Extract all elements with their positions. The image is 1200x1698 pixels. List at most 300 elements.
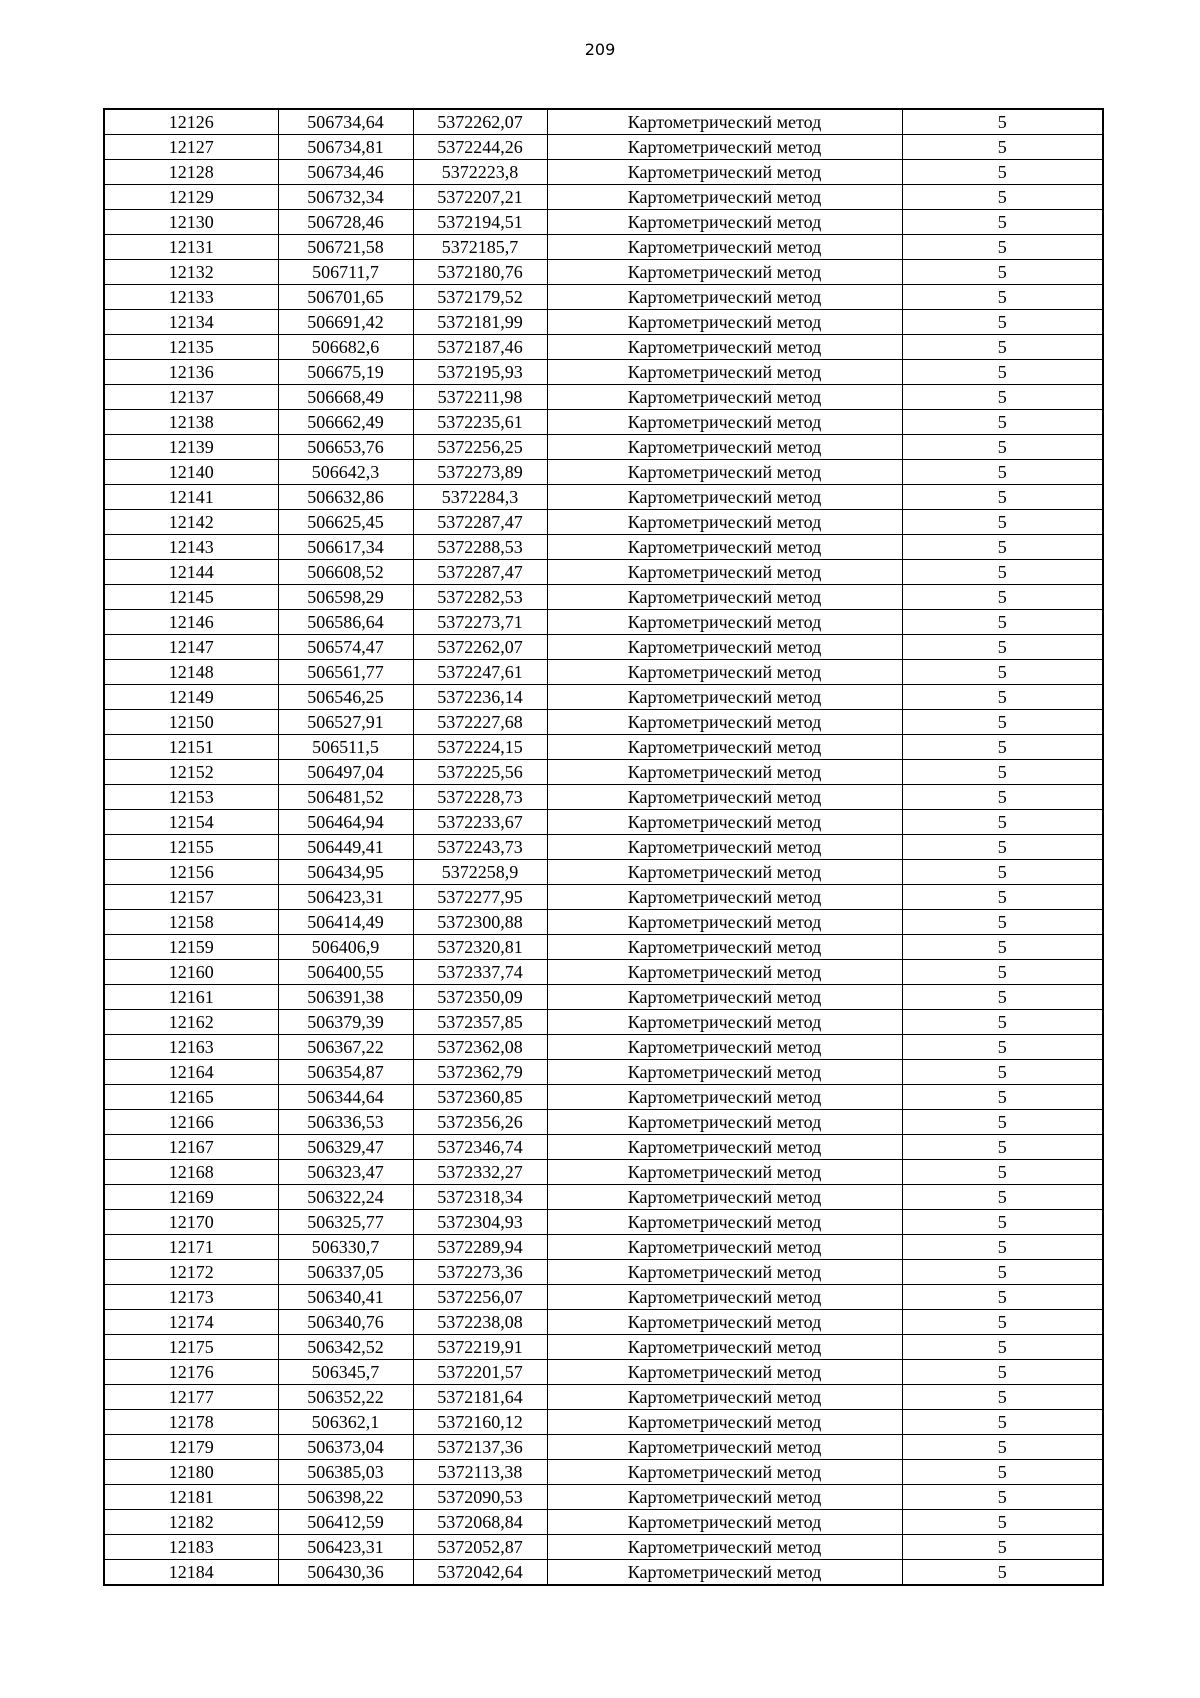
accuracy-cell: 5 (902, 935, 1103, 960)
point-number-cell: 12155 (104, 835, 278, 860)
x-coordinate-cell: 506527,91 (278, 710, 413, 735)
table-row (104, 1435, 1103, 1460)
table-row (104, 760, 1103, 785)
x-coordinate-cell: 506345,7 (278, 1360, 413, 1385)
y-coordinate-cell: 5372179,52 (413, 285, 547, 310)
x-coordinate-cell: 506625,45 (278, 510, 413, 535)
y-coordinate-cell: 5372181,99 (413, 310, 547, 335)
accuracy-cell: 5 (902, 210, 1103, 235)
point-number-cell: 12169 (104, 1185, 278, 1210)
method-cell: Картометрический метод (547, 885, 902, 910)
point-number-cell: 12154 (104, 810, 278, 835)
accuracy-cell: 5 (902, 1210, 1103, 1235)
table-row (104, 485, 1103, 510)
point-number-cell: 12162 (104, 1010, 278, 1035)
table-row (104, 1560, 1103, 1586)
method-cell: Картометрический метод (547, 360, 902, 385)
accuracy-cell: 5 (902, 1060, 1103, 1085)
method-cell: Картометрический метод (547, 1535, 902, 1560)
y-coordinate-cell: 5372207,21 (413, 185, 547, 210)
x-coordinate-cell: 506675,19 (278, 360, 413, 385)
accuracy-cell: 5 (902, 985, 1103, 1010)
table-row (104, 660, 1103, 685)
accuracy-cell: 5 (902, 1560, 1103, 1586)
y-coordinate-cell: 5372227,68 (413, 710, 547, 735)
table-row (104, 285, 1103, 310)
y-coordinate-cell: 5372233,67 (413, 810, 547, 835)
point-number-cell: 12175 (104, 1335, 278, 1360)
x-coordinate-cell: 506632,86 (278, 485, 413, 510)
x-coordinate-cell: 506732,34 (278, 185, 413, 210)
accuracy-cell: 5 (902, 635, 1103, 660)
accuracy-cell: 5 (902, 285, 1103, 310)
table-row (104, 1285, 1103, 1310)
x-coordinate-cell: 506481,52 (278, 785, 413, 810)
table-row (104, 535, 1103, 560)
table-row (104, 1460, 1103, 1485)
accuracy-cell: 5 (902, 360, 1103, 385)
y-coordinate-cell: 5372287,47 (413, 510, 547, 535)
accuracy-cell: 5 (902, 1360, 1103, 1385)
x-coordinate-cell: 506412,59 (278, 1510, 413, 1535)
point-number-cell: 12138 (104, 410, 278, 435)
accuracy-cell: 5 (902, 1185, 1103, 1210)
accuracy-cell: 5 (902, 760, 1103, 785)
point-number-cell: 12156 (104, 860, 278, 885)
y-coordinate-cell: 5372243,73 (413, 835, 547, 860)
point-number-cell: 12183 (104, 1535, 278, 1560)
table-row (104, 860, 1103, 885)
x-coordinate-cell: 506340,76 (278, 1310, 413, 1335)
y-coordinate-cell: 5372256,25 (413, 435, 547, 460)
table-row (104, 135, 1103, 160)
point-number-cell: 12132 (104, 260, 278, 285)
y-coordinate-cell: 5372284,3 (413, 485, 547, 510)
y-coordinate-cell: 5372273,71 (413, 610, 547, 635)
y-coordinate-cell: 5372181,64 (413, 1385, 547, 1410)
x-coordinate-cell: 506734,81 (278, 135, 413, 160)
y-coordinate-cell: 5372273,36 (413, 1260, 547, 1285)
method-cell: Картометрический метод (547, 109, 902, 135)
method-cell: Картометрический метод (547, 235, 902, 260)
method-cell: Картометрический метод (547, 210, 902, 235)
accuracy-cell: 5 (902, 910, 1103, 935)
accuracy-cell: 5 (902, 1310, 1103, 1335)
method-cell: Картометрический метод (547, 1035, 902, 1060)
x-coordinate-cell: 506423,31 (278, 1535, 413, 1560)
method-cell: Картометрический метод (547, 485, 902, 510)
x-coordinate-cell: 506398,22 (278, 1485, 413, 1510)
x-coordinate-cell: 506691,42 (278, 310, 413, 335)
x-coordinate-cell: 506330,7 (278, 1235, 413, 1260)
accuracy-cell: 5 (902, 535, 1103, 560)
x-coordinate-cell: 506354,87 (278, 1060, 413, 1085)
accuracy-cell: 5 (902, 435, 1103, 460)
x-coordinate-cell: 506464,94 (278, 810, 413, 835)
x-coordinate-cell: 506574,47 (278, 635, 413, 660)
x-coordinate-cell: 506598,29 (278, 585, 413, 610)
method-cell: Картометрический метод (547, 660, 902, 685)
y-coordinate-cell: 5372225,56 (413, 760, 547, 785)
x-coordinate-cell: 506653,76 (278, 435, 413, 460)
table-row (104, 510, 1103, 535)
accuracy-cell: 5 (902, 785, 1103, 810)
point-number-cell: 12181 (104, 1485, 278, 1510)
method-cell: Картометрический метод (547, 935, 902, 960)
method-cell: Картометрический метод (547, 1260, 902, 1285)
table-row (104, 560, 1103, 585)
y-coordinate-cell: 5372244,26 (413, 135, 547, 160)
point-number-cell: 12157 (104, 885, 278, 910)
accuracy-cell: 5 (902, 1510, 1103, 1535)
table-row (104, 1410, 1103, 1435)
point-number-cell: 12148 (104, 660, 278, 685)
x-coordinate-cell: 506423,31 (278, 885, 413, 910)
method-cell: Картометрический метод (547, 535, 902, 560)
method-cell: Картометрический метод (547, 185, 902, 210)
accuracy-cell: 5 (902, 310, 1103, 335)
point-number-cell: 12158 (104, 910, 278, 935)
table-row (104, 185, 1103, 210)
point-number-cell: 12160 (104, 960, 278, 985)
y-coordinate-cell: 5372052,87 (413, 1535, 547, 1560)
point-number-cell: 12184 (104, 1560, 278, 1586)
point-number-cell: 12179 (104, 1435, 278, 1460)
point-number-cell: 12171 (104, 1235, 278, 1260)
y-coordinate-cell: 5372113,38 (413, 1460, 547, 1485)
table-row (104, 1510, 1103, 1535)
method-cell: Картометрический метод (547, 835, 902, 860)
y-coordinate-cell: 5372258,9 (413, 860, 547, 885)
x-coordinate-cell: 506682,6 (278, 335, 413, 360)
point-number-cell: 12165 (104, 1085, 278, 1110)
accuracy-cell: 5 (902, 410, 1103, 435)
point-number-cell: 12166 (104, 1110, 278, 1135)
point-number-cell: 12127 (104, 135, 278, 160)
method-cell: Картометрический метод (547, 785, 902, 810)
table-row (104, 835, 1103, 860)
table-row (104, 1035, 1103, 1060)
y-coordinate-cell: 5372362,79 (413, 1060, 547, 1085)
method-cell: Картометрический метод (547, 1235, 902, 1260)
x-coordinate-cell: 506391,38 (278, 985, 413, 1010)
x-coordinate-cell: 506434,95 (278, 860, 413, 885)
point-number-cell: 12133 (104, 285, 278, 310)
point-number-cell: 12182 (104, 1510, 278, 1535)
table-row (104, 935, 1103, 960)
x-coordinate-cell: 506373,04 (278, 1435, 413, 1460)
table-row (104, 1060, 1103, 1085)
accuracy-cell: 5 (902, 735, 1103, 760)
accuracy-cell: 5 (902, 1460, 1103, 1485)
coordinates-table-body (104, 109, 1103, 1585)
table-row (104, 585, 1103, 610)
accuracy-cell: 5 (902, 1235, 1103, 1260)
point-number-cell: 12172 (104, 1260, 278, 1285)
method-cell: Картометрический метод (547, 135, 902, 160)
y-coordinate-cell: 5372318,34 (413, 1185, 547, 1210)
accuracy-cell: 5 (902, 585, 1103, 610)
method-cell: Картометрический метод (547, 1510, 902, 1535)
method-cell: Картометрический метод (547, 1060, 902, 1085)
accuracy-cell: 5 (902, 885, 1103, 910)
point-number-cell: 12131 (104, 235, 278, 260)
method-cell: Картометрический метод (547, 335, 902, 360)
x-coordinate-cell: 506721,58 (278, 235, 413, 260)
y-coordinate-cell: 5372346,74 (413, 1135, 547, 1160)
accuracy-cell: 5 (902, 560, 1103, 585)
table-row (104, 235, 1103, 260)
table-row (104, 710, 1103, 735)
x-coordinate-cell: 506642,3 (278, 460, 413, 485)
method-cell: Картометрический метод (547, 285, 902, 310)
y-coordinate-cell: 5372289,94 (413, 1235, 547, 1260)
table-row (104, 210, 1103, 235)
table-row (104, 1110, 1103, 1135)
point-number-cell: 12170 (104, 1210, 278, 1235)
x-coordinate-cell: 506352,22 (278, 1385, 413, 1410)
point-number-cell: 12153 (104, 785, 278, 810)
method-cell: Картометрический метод (547, 1560, 902, 1586)
accuracy-cell: 5 (902, 109, 1103, 135)
x-coordinate-cell: 506406,9 (278, 935, 413, 960)
y-coordinate-cell: 5372201,57 (413, 1360, 547, 1385)
method-cell: Картометрический метод (547, 585, 902, 610)
page-number: 209 (584, 40, 616, 59)
x-coordinate-cell: 506734,64 (278, 109, 413, 135)
y-coordinate-cell: 5372090,53 (413, 1485, 547, 1510)
table-row (104, 1485, 1103, 1510)
y-coordinate-cell: 5372137,36 (413, 1435, 547, 1460)
point-number-cell: 12144 (104, 560, 278, 585)
method-cell: Картометрический метод (547, 1460, 902, 1485)
method-cell: Картометрический метод (547, 410, 902, 435)
point-number-cell: 12163 (104, 1035, 278, 1060)
accuracy-cell: 5 (902, 1135, 1103, 1160)
table-row (104, 1210, 1103, 1235)
accuracy-cell: 5 (902, 460, 1103, 485)
method-cell: Картометрический метод (547, 860, 902, 885)
y-coordinate-cell: 5372194,51 (413, 210, 547, 235)
accuracy-cell: 5 (902, 185, 1103, 210)
y-coordinate-cell: 5372236,14 (413, 685, 547, 710)
point-number-cell: 12136 (104, 360, 278, 385)
accuracy-cell: 5 (902, 1335, 1103, 1360)
table-row (104, 1360, 1103, 1385)
method-cell: Картометрический метод (547, 385, 902, 410)
x-coordinate-cell: 506325,77 (278, 1210, 413, 1235)
y-coordinate-cell: 5372042,64 (413, 1560, 547, 1586)
method-cell: Картометрический метод (547, 1310, 902, 1335)
point-number-cell: 12159 (104, 935, 278, 960)
point-number-cell: 12176 (104, 1360, 278, 1385)
accuracy-cell: 5 (902, 1085, 1103, 1110)
point-number-cell: 12142 (104, 510, 278, 535)
y-coordinate-cell: 5372362,08 (413, 1035, 547, 1060)
accuracy-cell: 5 (902, 660, 1103, 685)
method-cell: Картометрический метод (547, 510, 902, 535)
accuracy-cell: 5 (902, 685, 1103, 710)
x-coordinate-cell: 506362,1 (278, 1410, 413, 1435)
x-coordinate-cell: 506323,47 (278, 1160, 413, 1185)
method-cell: Картометрический метод (547, 560, 902, 585)
y-coordinate-cell: 5372288,53 (413, 535, 547, 560)
accuracy-cell: 5 (902, 335, 1103, 360)
y-coordinate-cell: 5372223,8 (413, 160, 547, 185)
y-coordinate-cell: 5372180,76 (413, 260, 547, 285)
table-row (104, 435, 1103, 460)
x-coordinate-cell: 506414,49 (278, 910, 413, 935)
method-cell: Картометрический метод (547, 1335, 902, 1360)
accuracy-cell: 5 (902, 810, 1103, 835)
point-number-cell: 12145 (104, 585, 278, 610)
accuracy-cell: 5 (902, 1435, 1103, 1460)
table-row (104, 685, 1103, 710)
table-row (104, 335, 1103, 360)
x-coordinate-cell: 506385,03 (278, 1460, 413, 1485)
table-row (104, 310, 1103, 335)
y-coordinate-cell: 5372282,53 (413, 585, 547, 610)
x-coordinate-cell: 506668,49 (278, 385, 413, 410)
accuracy-cell: 5 (902, 385, 1103, 410)
method-cell: Картометрический метод (547, 810, 902, 835)
x-coordinate-cell: 506449,41 (278, 835, 413, 860)
point-number-cell: 12140 (104, 460, 278, 485)
method-cell: Картометрический метод (547, 260, 902, 285)
point-number-cell: 12146 (104, 610, 278, 635)
x-coordinate-cell: 506711,7 (278, 260, 413, 285)
accuracy-cell: 5 (902, 1035, 1103, 1060)
x-coordinate-cell: 506701,65 (278, 285, 413, 310)
table-row (104, 1335, 1103, 1360)
y-coordinate-cell: 5372187,46 (413, 335, 547, 360)
point-number-cell: 12137 (104, 385, 278, 410)
table-row (104, 1160, 1103, 1185)
y-coordinate-cell: 5372273,89 (413, 460, 547, 485)
x-coordinate-cell: 506400,55 (278, 960, 413, 985)
x-coordinate-cell: 506379,39 (278, 1010, 413, 1035)
method-cell: Картометрический метод (547, 310, 902, 335)
method-cell: Картометрический метод (547, 685, 902, 710)
y-coordinate-cell: 5372235,61 (413, 410, 547, 435)
point-number-cell: 12152 (104, 760, 278, 785)
accuracy-cell: 5 (902, 485, 1103, 510)
method-cell: Картометрический метод (547, 1435, 902, 1460)
accuracy-cell: 5 (902, 235, 1103, 260)
x-coordinate-cell: 506586,64 (278, 610, 413, 635)
point-number-cell: 12164 (104, 1060, 278, 1085)
y-coordinate-cell: 5372357,85 (413, 1010, 547, 1035)
method-cell: Картометрический метод (547, 760, 902, 785)
point-number-cell: 12168 (104, 1160, 278, 1185)
coordinates-table (103, 108, 1104, 1586)
y-coordinate-cell: 5372332,27 (413, 1160, 547, 1185)
y-coordinate-cell: 5372356,26 (413, 1110, 547, 1135)
point-number-cell: 12150 (104, 710, 278, 735)
accuracy-cell: 5 (902, 1110, 1103, 1135)
method-cell: Картометрический метод (547, 710, 902, 735)
table-row (104, 985, 1103, 1010)
point-number-cell: 12149 (104, 685, 278, 710)
y-coordinate-cell: 5372256,07 (413, 1285, 547, 1310)
accuracy-cell: 5 (902, 610, 1103, 635)
table-row (104, 960, 1103, 985)
x-coordinate-cell: 506342,52 (278, 1335, 413, 1360)
table-row (104, 610, 1103, 635)
point-number-cell: 12173 (104, 1285, 278, 1310)
x-coordinate-cell: 506511,5 (278, 735, 413, 760)
accuracy-cell: 5 (902, 1260, 1103, 1285)
point-number-cell: 12130 (104, 210, 278, 235)
x-coordinate-cell: 506617,34 (278, 535, 413, 560)
point-number-cell: 12143 (104, 535, 278, 560)
table-row (104, 385, 1103, 410)
accuracy-cell: 5 (902, 710, 1103, 735)
point-number-cell: 12180 (104, 1460, 278, 1485)
point-number-cell: 12135 (104, 335, 278, 360)
table-row (104, 1535, 1103, 1560)
y-coordinate-cell: 5372224,15 (413, 735, 547, 760)
table-row (104, 360, 1103, 385)
y-coordinate-cell: 5372068,84 (413, 1510, 547, 1535)
method-cell: Картометрический метод (547, 1085, 902, 1110)
method-cell: Картометрический метод (547, 1410, 902, 1435)
x-coordinate-cell: 506344,64 (278, 1085, 413, 1110)
method-cell: Картометрический метод (547, 610, 902, 635)
x-coordinate-cell: 506336,53 (278, 1110, 413, 1135)
accuracy-cell: 5 (902, 835, 1103, 860)
accuracy-cell: 5 (902, 510, 1103, 535)
point-number-cell: 12178 (104, 1410, 278, 1435)
x-coordinate-cell: 506430,36 (278, 1560, 413, 1586)
point-number-cell: 12147 (104, 635, 278, 660)
point-number-cell: 12177 (104, 1385, 278, 1410)
y-coordinate-cell: 5372350,09 (413, 985, 547, 1010)
y-coordinate-cell: 5372304,93 (413, 1210, 547, 1235)
x-coordinate-cell: 506561,77 (278, 660, 413, 685)
accuracy-cell: 5 (902, 160, 1103, 185)
method-cell: Картометрический метод (547, 435, 902, 460)
table-row (104, 1185, 1103, 1210)
y-coordinate-cell: 5372211,98 (413, 385, 547, 410)
table-row (104, 810, 1103, 835)
table-row (104, 1085, 1103, 1110)
y-coordinate-cell: 5372160,12 (413, 1410, 547, 1435)
point-number-cell: 12167 (104, 1135, 278, 1160)
method-cell: Картометрический метод (547, 910, 902, 935)
method-cell: Картометрический метод (547, 1160, 902, 1185)
x-coordinate-cell: 506608,52 (278, 560, 413, 585)
method-cell: Картометрический метод (547, 1210, 902, 1235)
y-coordinate-cell: 5372238,08 (413, 1310, 547, 1335)
method-cell: Картометрический метод (547, 460, 902, 485)
method-cell: Картометрический метод (547, 985, 902, 1010)
point-number-cell: 12126 (104, 109, 278, 135)
method-cell: Картометрический метод (547, 1385, 902, 1410)
y-coordinate-cell: 5372219,91 (413, 1335, 547, 1360)
table-row (104, 109, 1103, 135)
x-coordinate-cell: 506329,47 (278, 1135, 413, 1160)
table-row (104, 1310, 1103, 1335)
point-number-cell: 12139 (104, 435, 278, 460)
accuracy-cell: 5 (902, 860, 1103, 885)
y-coordinate-cell: 5372195,93 (413, 360, 547, 385)
accuracy-cell: 5 (902, 1485, 1103, 1510)
accuracy-cell: 5 (902, 1010, 1103, 1035)
method-cell: Картометрический метод (547, 160, 902, 185)
x-coordinate-cell: 506728,46 (278, 210, 413, 235)
method-cell: Картометрический метод (547, 1185, 902, 1210)
